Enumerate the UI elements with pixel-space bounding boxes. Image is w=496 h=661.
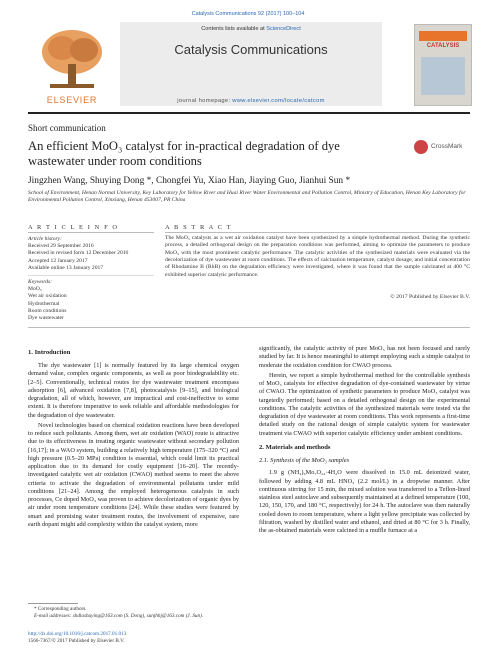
footnote-corresponding: * Corresponding authors.: [34, 606, 87, 612]
paragraph: significantly, the catalytic activity of pure MoO₃ has not been focused and rarely studied by far. It is hence meaningful to attempt employing such a simple catalyst to moderate the oxidation condition for CWAO process.: [259, 345, 470, 369]
footnote-emails: E-mail addresses: shdlashuying@163.com (S. Dong), sunjhhj@163.com (J. Sun).: [34, 612, 204, 619]
publisher-name: ELSEVIER: [46, 95, 98, 105]
keywords: [28, 279, 154, 322]
header-rule: [28, 112, 470, 114]
contents-line: [120, 26, 382, 32]
article-info-rule: [28, 232, 154, 233]
abstract-text: The MoO₃ catalysts as a wet air oxidation catalyst have been synthesized by a simple hydrothermal method. During the synthetic process, a detailed orthogonal design on the preparation conditions was performed, aiming to optimize the parameters to produce MoO₃ with the most prominent catalytic performance. The catalytic activities of the synthesized materials were evaluated via the decolorization of dye wastewater at room conditions. The effects of calcination temperature, catalyst dosage, and initial concentration of Rhodamine B (RhB) on the degradation efficiency were investigated, where it was found that the sample calcinated at 400 °C exhibited superior catalytic performance.: [165, 235, 470, 278]
keyword-item: Dye wastewater: [28, 315, 64, 322]
history-item: Received in revised form 12 December 2016: [28, 250, 129, 257]
paragraph: The dye wastewater [1] is normally featured by its large chemical oxygen demand value, complex organic components, as well as poor biodegradability etc. [2–5]. Conventionally, technical routes for dye wastewater treatment encompass adsorption [6], advanced oxidation [7,8], photocatalysis [9–15], and biological degradation, all of which, however, are impractical and cost-ineffective to some extent. It is therefore imperative to seek reliable and affordable methodologies for the degradation of dye wastewater.: [28, 362, 239, 419]
crossmark-label: CrossMark: [431, 143, 463, 150]
section-heading-introduction: 1. Introduction: [28, 349, 71, 356]
crossmark-icon: [414, 140, 428, 154]
footer-identifiers: [28, 631, 268, 645]
subsection-heading-synthesis: 2.1. Synthesis of the MoO₃ samples: [259, 457, 350, 464]
keywords-rule: [28, 275, 154, 276]
journal-title: Catalysis Communications: [174, 42, 328, 57]
history-item: Received 29 September 2016: [28, 243, 94, 250]
affiliation: School of Environment, Henan Normal University, Key Laboratory for Yellow River and Huai River Water Environmental and Pollution Control, Ministry of Education, Henan Key Laboratory for Environmental Pollution Control, Xinxiang, Henan 453007, PR China: [28, 190, 466, 204]
cover-band: [419, 31, 467, 41]
header-banner: [120, 22, 382, 106]
footnotes: [34, 606, 239, 619]
elsevier-tree-logo: [32, 26, 112, 94]
history-item: Accepted 12 January 2017: [28, 257, 88, 264]
contents-prefix: Contents lists available at: [201, 26, 267, 32]
sciencedirect-link[interactable]: ScienceDirect: [266, 26, 301, 32]
issn-line: 1566-7367/© 2017 Published by Elsevier B.V.: [28, 637, 125, 644]
keyword-item: MoO₃: [28, 286, 42, 293]
article-info-heading: A R T I C L E I N F O: [28, 224, 119, 231]
history-label: Article history:: [28, 236, 63, 242]
cover-image: [421, 57, 465, 95]
homepage-link[interactable]: www.elsevier.com/locate/catcom: [232, 98, 325, 104]
history-item: Available online 13 January 2017: [28, 264, 104, 271]
section-heading-methods: 2. Materials and methods: [259, 443, 331, 451]
journal-citation-line: Catalysis Communications 92 (2017) 100–104: [191, 11, 305, 17]
homepage-prefix: journal homepage:: [177, 98, 233, 104]
keyword-item: Wet air oxidation: [28, 293, 67, 300]
abstract-bottom-rule: [28, 327, 470, 328]
left-column-body: [28, 362, 239, 531]
keywords-label: Keywords:: [28, 279, 53, 285]
footnote-rule: [28, 603, 78, 604]
abstract-copyright: © 2017 Published by Elsevier B.V.: [390, 294, 470, 300]
abstract-heading: A B S T R A C T: [165, 224, 233, 231]
paragraph: Novel technologies based on chemical oxidation reactions have been developed to reduce such pollutants. Among them, wet air oxidation (WAO) route is attractive due to its effectiveness in treating organic wastewater without secondary pollution [16,17]; in a WAO system, building a relatively high temperature (175–320 °C) and high pressure (0.5–20 MPa) condition is essential, which could limit its practical application due to its demand for costly equipment [16–20]. The recently-investigated catalytic wet air oxidation (CWAO) method seems to meet the above criteria to activate the degradation of environmental pollutants under mild conditions [21–24]. Among the employed heterogeneous catalysts in such processes, Ce doped MoO₃ was proven to achieve decolorization of organic dyes by air under room temperature conditions [24]. While these studies were featured by smart and promising water treatment routes, the involvement of expensive, rare earth dopant might add complexity within the catalyst system, more: [28, 421, 239, 528]
article-history: [28, 236, 154, 272]
journal-cover: [414, 24, 472, 106]
author-list: Jingzhen Wang, Shuying Dong *, Chongfei Yu, Xiao Han, Jiaying Guo, Jianhui Sun *: [28, 176, 351, 186]
doi-link[interactable]: http://dx.doi.org/10.1016/j.catcom.2017.01.013: [28, 631, 127, 637]
paragraph: 1.9 g (NH₄)₆Mo₇O₂₄·4H₂O were dissolved in 15.0 mL deionized water, followed by adding 4.8 mL HNO₃ (2.2 mol/L) in a dropwise manner. After continuous stirring for 15 min, the mixed solution was transferred to a Teflon-lined stainless steel autoclave and subsequently maintained at a defined temperature (100, 120, 150, 170, and 180 °C, respectively) for 24 h. The autoclave was then naturally cooled down to room temperature, where a light yellow precipitate was collected by filtration, washed by distilled water and ethanol, and dried at 80 °C for 3 h. Finally, the as-obtained materials were calcined in a muffle furnace at a: [259, 469, 470, 534]
keyword-item: Hydrothermal: [28, 300, 60, 307]
paper-title: An efficient MoO₃ catalyst for in-practical degradation of dye wastewater under room conditions: [28, 139, 340, 168]
journal-homepage: [120, 98, 382, 104]
article-type: Short communication: [28, 123, 106, 133]
abstract-rule: [165, 232, 470, 233]
paragraph: Herein, we report a simple hydrothermal method for the controllable synthesis of MoO₃ catalysts for effective degradation of dye-contained wastewater by virtue of CWAO. The optimization of synthetic parameters to produce MoO₃ catalyst was targetedly performed; based on a detailed orthogonal design on the experimental conditions. The catalytic activities of the synthesized materials were tested via the degradation of dye wastewater at room conditions. This work represents a first-time detailed study on the rational design of simple catalytic system for wastewater treatment via CWAO with superior catalytic efficiency under ambient conditions.: [259, 371, 470, 437]
crossmark-badge[interactable]: [414, 140, 470, 156]
cover-title: CATALYSIS: [426, 43, 460, 49]
right-column-body: [259, 345, 470, 537]
keyword-item: Room conditions: [28, 307, 67, 314]
